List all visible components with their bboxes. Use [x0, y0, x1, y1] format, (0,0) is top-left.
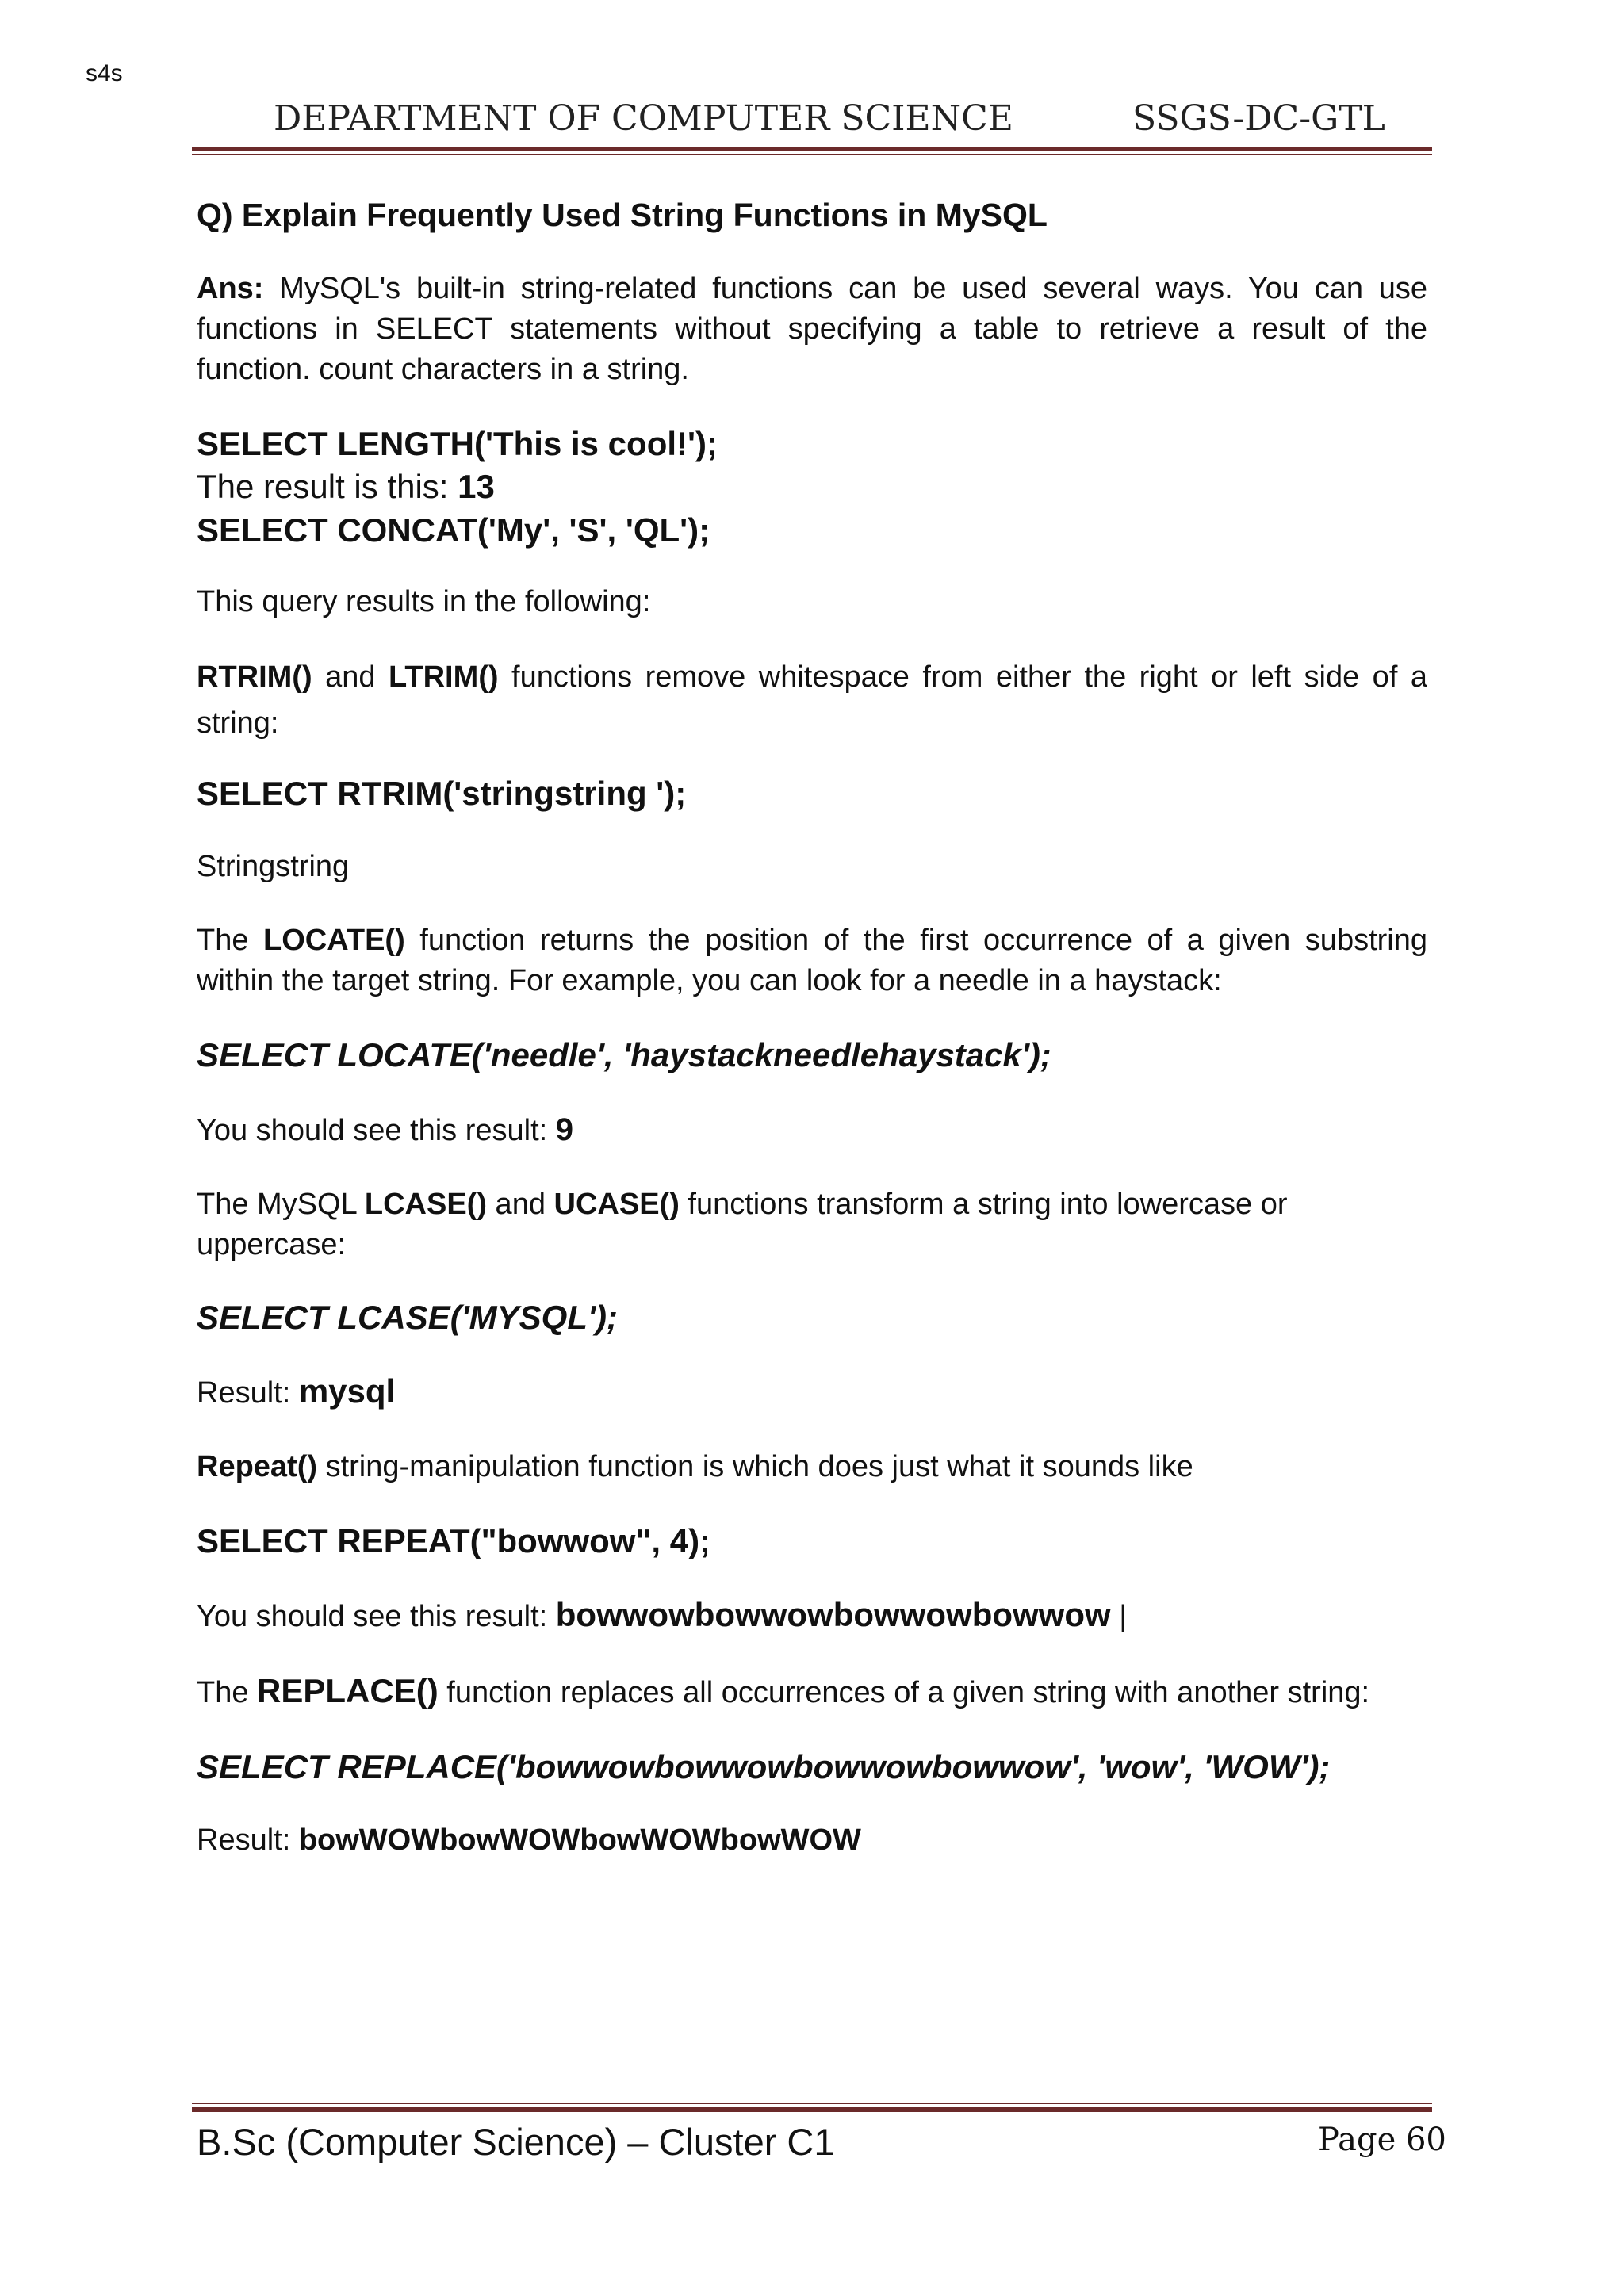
concat-query: SELECT CONCAT('My', 'S', 'QL');	[197, 511, 710, 549]
repeat-result	[197, 1594, 1427, 1637]
length-result-label: The result is this:	[197, 468, 458, 505]
locate-result	[197, 1110, 1427, 1151]
concat-result-text: This query results in the following:	[197, 585, 651, 618]
footer-course: B.Sc (Computer Science) – Cluster C1	[197, 2121, 835, 2163]
lcase-result	[197, 1371, 1427, 1414]
header-rule-thick	[192, 147, 1432, 151]
locate-paragraph	[197, 920, 1427, 1001]
repeat-paragraph	[197, 1447, 1427, 1487]
lcase-result-value: mysql	[298, 1372, 396, 1410]
repeat-query: SELECT REPEAT("bowwow", 4);	[197, 1522, 711, 1559]
repeat-fn: Repeat()	[197, 1450, 318, 1483]
page-content	[197, 195, 1427, 1861]
question-heading: Q) Explain Frequently Used String Functions in MySQL	[197, 197, 1048, 233]
answer-paragraph	[197, 269, 1427, 390]
locate-text: function returns the position of the first occurrence of a given substring within the target string. For example, you can look for a needle in a haystack:	[197, 924, 1427, 997]
replace-paragraph	[197, 1670, 1427, 1713]
lcase-query: SELECT LCASE('MYSQL');	[197, 1299, 618, 1336]
ucase-fn: UCASE()	[553, 1188, 680, 1221]
length-query: SELECT LENGTH('This is cool!');	[197, 425, 718, 462]
corner-tag: s4s	[86, 60, 123, 86]
lcase-result-label: Result:	[197, 1376, 299, 1410]
length-result	[197, 465, 1427, 508]
replace-result-label: Result:	[197, 1823, 299, 1857]
ltrim-fn: LTRIM()	[388, 660, 499, 694]
header-rule-thin	[192, 154, 1432, 155]
rtrim-result: Stringstring	[197, 850, 350, 883]
locate-result-label: You should see this result:	[197, 1114, 556, 1147]
answer-text: MySQL's built-in string-related functions can be used several ways. You can use functions in SELECT statements without specifying a table to retrieve a result of the function. count characters in a string.	[197, 272, 1428, 386]
replace-text: function replaces all occurrences of a given string with another string:	[438, 1676, 1370, 1709]
replace-pre: The	[197, 1676, 258, 1709]
trim-text: functions remove whitespace from either the right or left side of a string:	[197, 660, 1427, 740]
locate-pre: The	[197, 924, 264, 957]
case-pre: The MySQL	[197, 1188, 365, 1221]
lcase-fn: LCASE()	[364, 1188, 487, 1221]
locate-result-value: 9	[555, 1112, 574, 1147]
replace-fn: REPLACE()	[257, 1672, 439, 1709]
footer-rule-thin	[192, 2103, 1432, 2104]
replace-result	[197, 1820, 1427, 1861]
header-code: SSGS-DC-GTL	[1132, 98, 1385, 139]
footer-rule-thick	[192, 2107, 1432, 2112]
trim-paragraph	[197, 654, 1427, 746]
locate-query: SELECT LOCATE('needle', 'haystackneedlehaystack');	[197, 1036, 1051, 1073]
replace-result-value: bowWOWbowWOWbowWOWbowWOW	[298, 1823, 861, 1857]
repeat-result-label: You should see this result:	[197, 1600, 556, 1633]
locate-fn: LOCATE()	[263, 924, 405, 957]
case-text: functions transform a string into lowercase or uppercase:	[197, 1188, 1288, 1261]
header-department: DEPARTMENT OF COMPUTER SCIENCE	[274, 98, 1013, 139]
replace-query: SELECT REPLACE('bowwowbowwowbowwowbowwow', 'wow', 'WOW');	[197, 1748, 1331, 1785]
length-result-value: 13	[458, 468, 495, 505]
rtrim-query: SELECT RTRIM('stringstring ');	[197, 775, 687, 812]
case-paragraph	[197, 1184, 1427, 1265]
footer-page-number: Page 60	[1318, 2122, 1446, 2158]
answer-label: Ans:	[197, 272, 264, 305]
repeat-text: string-manipulation function is which does just what it sounds like	[317, 1450, 1193, 1483]
case-and: and	[487, 1188, 554, 1221]
rtrim-fn: RTRIM()	[197, 660, 312, 694]
trim-and: and	[312, 660, 389, 694]
repeat-result-value: bowwowbowwowbowwowbowwow	[555, 1596, 1111, 1633]
repeat-result-suffix: |	[1110, 1600, 1128, 1633]
